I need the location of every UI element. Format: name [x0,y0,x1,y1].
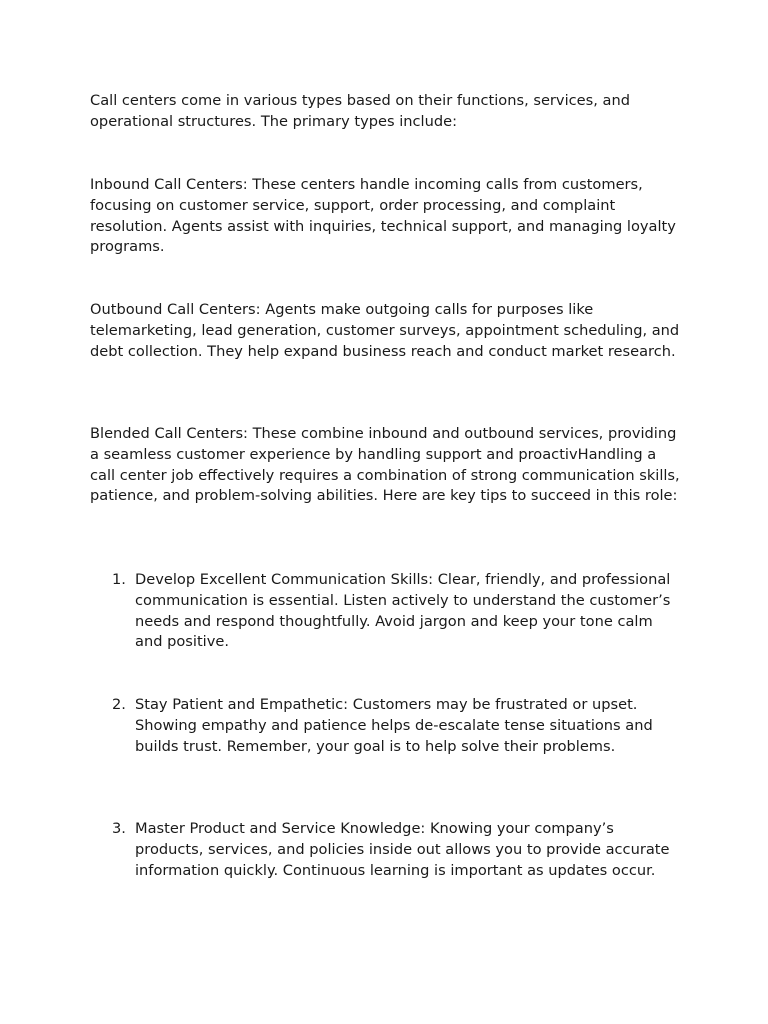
intro-paragraph: Call centers come in various types based on their functions, services, and operational structures. The primary types include: [90,92,630,130]
list-item-text: Master Product and Service Knowledge: Knowing your company’s products, services, and policies inside out allows you to provide accurate information quickly. Continuous learning is important as updates occur. [135,820,670,879]
list-item-text: Stay Patient and Empathetic: Customers may be frustrated or upset. Showing empathy and patience helps de-escalate tense situations and builds trust. Remember, your goal is to help solve their problems. [135,696,653,755]
list-item-text: Develop Excellent Communication Skills: Clear, friendly, and professional communication is essential. Listen actively to understand the customer’s needs and respond thoughtfully. Avoid jargon and keep your tone calm and positive. [135,571,671,651]
inbound-paragraph: Inbound Call Centers: These centers handle incoming calls from customers, focusing on customer service, support, order processing, and complaint resolution. Agents assist with inquiries, technical support, and managing loyalty programs. [90,176,676,256]
outbound-paragraph: Outbound Call Centers: Agents make outgoing calls for purposes like telemarketing, lead generation, customer surveys, appointment scheduling, and debt collection. They help expand business reach and conduct market research. [90,301,680,360]
list-number: 3. [112,820,126,837]
blended-paragraph: Blended Call Centers: These combine inbound and outbound services, providing a seamless customer experience by handling support and proactivHandling a call center job effectively requires a combination of strong communication skills, patience, and problem-solving abilities. Here are key tips to succeed in this role: [90,425,680,505]
list-item-2 [90,695,680,757]
list-number: 1. [112,571,126,588]
list-item-1 [90,570,680,653]
list-item-3 [90,819,680,881]
list-number: 2. [112,696,126,713]
